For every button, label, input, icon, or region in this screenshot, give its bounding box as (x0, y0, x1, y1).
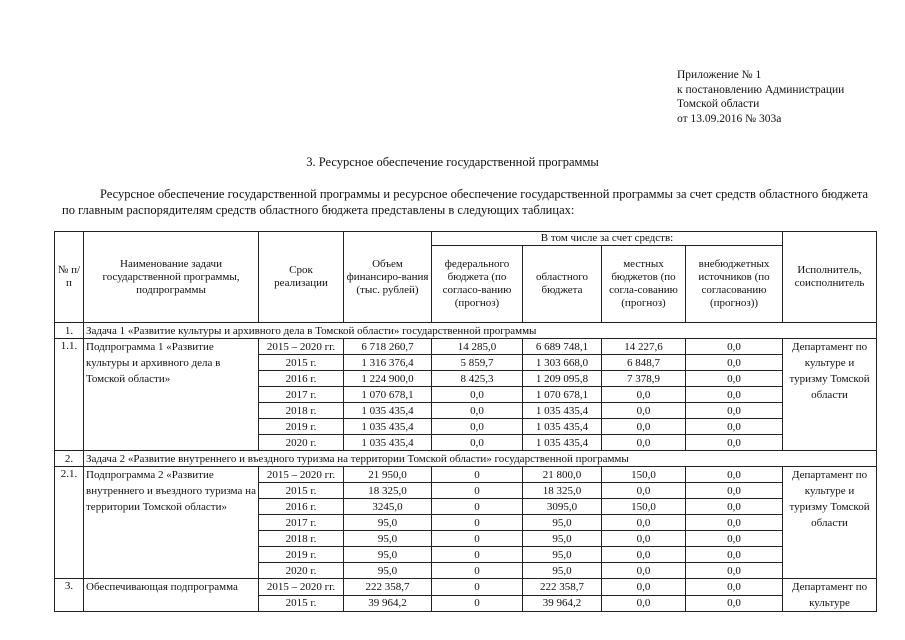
cell-regional: 222 358,7 (523, 579, 602, 596)
cell-period: 2015 г. (259, 355, 344, 371)
cell-local: 0,0 (602, 403, 686, 419)
cell-local: 0,0 (602, 579, 686, 596)
header-executor: Исполнитель, соисполнитель (783, 232, 877, 323)
cell-period: 2015 – 2020 гг. (259, 467, 344, 483)
cell-period: 2015 – 2020 гг. (259, 339, 344, 355)
subprogram-name: Подпрограмма 1 «Развитие культуры и архивного дела в Томской области» (84, 339, 259, 451)
cell-regional: 6 689 748,1 (523, 339, 602, 355)
cell-period: 2016 г. (259, 499, 344, 515)
cell-local: 0,0 (602, 483, 686, 499)
cell-extra: 0,0 (686, 435, 783, 451)
cell-regional: 95,0 (523, 547, 602, 563)
task-title: Задача 2 «Развитие внутреннего и въездного туризма на территории Томской области» государственной программы (84, 451, 877, 467)
cell-period: 2019 г. (259, 547, 344, 563)
cell-extra: 0,0 (686, 355, 783, 371)
task-num: 1. (55, 323, 84, 339)
cell-volume: 1 070 678,1 (344, 387, 432, 403)
cell-regional: 39 964,2 (523, 595, 602, 612)
task-row (55, 323, 877, 339)
cell-period: 2016 г. (259, 371, 344, 387)
cell-extra: 0,0 (686, 515, 783, 531)
cell-extra: 0,0 (686, 419, 783, 435)
cell-federal: 0 (432, 563, 523, 579)
cell-volume: 3245,0 (344, 499, 432, 515)
cell-regional: 1 035 435,4 (523, 419, 602, 435)
cell-period: 2015 – 2020 гг. (259, 579, 344, 596)
cell-extra: 0,0 (686, 579, 783, 596)
cell-federal: 0,0 (432, 403, 523, 419)
cell-volume: 1 035 435,4 (344, 419, 432, 435)
appendix-line: от 13.09.2016 № 303а (677, 112, 782, 125)
executor-cell: Департамент по культуре и туризму Томской области (783, 467, 877, 579)
cell-federal: 0,0 (432, 435, 523, 451)
task-num: 2. (55, 451, 84, 467)
header-row (55, 232, 877, 246)
cell-volume: 95,0 (344, 547, 432, 563)
cell-regional: 1 070 678,1 (523, 387, 602, 403)
cell-regional: 1 035 435,4 (523, 403, 602, 419)
cell-period: 2017 г. (259, 387, 344, 403)
cell-extra: 0,0 (686, 531, 783, 547)
header-name: Наименование задачи государственной программы, подпрограммы (84, 232, 259, 323)
cell-volume: 39 964,2 (344, 595, 432, 612)
cell-extra: 0,0 (686, 371, 783, 387)
cell-federal: 14 285,0 (432, 339, 523, 355)
cell-federal: 0,0 (432, 387, 523, 403)
cell-volume: 1 035 435,4 (344, 435, 432, 451)
cell-volume: 222 358,7 (344, 579, 432, 596)
cell-extra: 0,0 (686, 403, 783, 419)
cell-volume: 95,0 (344, 531, 432, 547)
cell-local: 6 848,7 (602, 355, 686, 371)
cell-volume: 95,0 (344, 563, 432, 579)
cell-extra: 0,0 (686, 595, 783, 612)
cell-extra: 0,0 (686, 387, 783, 403)
cell-volume: 95,0 (344, 515, 432, 531)
cell-local: 0,0 (602, 419, 686, 435)
cell-regional: 1 209 095,8 (523, 371, 602, 387)
cell-local: 150,0 (602, 467, 686, 483)
row-num: 2.1. (55, 467, 84, 579)
cell-regional: 95,0 (523, 563, 602, 579)
cell-federal: 0,0 (432, 419, 523, 435)
section-title: 3. Ресурсное обеспечение государственной программы (306, 155, 599, 169)
cell-local: 0,0 (602, 531, 686, 547)
cell-period: 2019 г. (259, 419, 344, 435)
cell-regional: 95,0 (523, 531, 602, 547)
cell-federal: 0 (432, 531, 523, 547)
cell-period: 2017 г. (259, 515, 344, 531)
subprogram-name: Подпрограмма 2 «Развитие внутреннего и въездного туризма на территории Томской области» (84, 467, 259, 579)
resource-table (54, 231, 877, 612)
cell-volume: 1 316 376,4 (344, 355, 432, 371)
cell-local: 0,0 (602, 387, 686, 403)
cell-volume: 1 035 435,4 (344, 403, 432, 419)
cell-extra: 0,0 (686, 499, 783, 515)
cell-regional: 3095,0 (523, 499, 602, 515)
cell-local: 0,0 (602, 515, 686, 531)
header-num: № п/п (55, 232, 84, 323)
cell-federal: 0 (432, 595, 523, 612)
cell-local: 0,0 (602, 547, 686, 563)
header-volume: Объем финансиро-вания (тыс. рублей) (344, 232, 432, 323)
appendix-line: Приложение № 1 (677, 69, 762, 81)
executor-cell: Департамент по культуре (783, 579, 877, 612)
header-including: В том числе за счет средств: (432, 232, 783, 246)
executor-cell: Департамент по культуре и туризму Томской области (783, 339, 877, 451)
cell-federal: 0 (432, 515, 523, 531)
intro-paragraph: Ресурсное обеспечение государственной программы и ресурсное обеспечение государственной программы за счет средств областного бюджета по главным распорядителям средств областного бюджета представлены в следующих таблицах: (62, 187, 868, 217)
row-num: 1.1. (55, 339, 84, 451)
table-row (55, 467, 877, 483)
cell-extra: 0,0 (686, 547, 783, 563)
appendix-line: Томской области (677, 98, 760, 110)
cell-extra: 0,0 (686, 483, 783, 499)
task-row (55, 451, 877, 467)
cell-volume: 18 325,0 (344, 483, 432, 499)
cell-period: 2018 г. (259, 403, 344, 419)
table-row (55, 339, 877, 355)
table-body (55, 323, 877, 612)
cell-period: 2020 г. (259, 435, 344, 451)
appendix-line: к постановлению Администрации (677, 83, 845, 96)
cell-period: 2018 г. (259, 531, 344, 547)
cell-federal: 8 425,3 (432, 371, 523, 387)
cell-federal: 0 (432, 579, 523, 596)
cell-regional: 95,0 (523, 515, 602, 531)
cell-regional: 1 035 435,4 (523, 435, 602, 451)
cell-regional: 18 325,0 (523, 483, 602, 499)
table-row (55, 579, 877, 596)
cell-period: 2015 г. (259, 483, 344, 499)
cell-extra: 0,0 (686, 563, 783, 579)
header-extra: внебюджетных источников (по согласованию (прогноз)) (686, 246, 783, 323)
header-local: местных бюджетов (по согла-сованию (прогноз) (602, 246, 686, 323)
cell-regional: 1 303 668,0 (523, 355, 602, 371)
cell-extra: 0,0 (686, 467, 783, 483)
cell-regional: 21 800,0 (523, 467, 602, 483)
cell-federal: 0 (432, 467, 523, 483)
task-title: Задача 1 «Развитие культуры и архивного дела в Томской области» государственной программы (84, 323, 877, 339)
cell-local: 0,0 (602, 563, 686, 579)
cell-local: 150,0 (602, 499, 686, 515)
cell-federal: 0 (432, 483, 523, 499)
header-federal: федерального бюджета (по согласо-ванию (прогноз) (432, 246, 523, 323)
cell-federal: 0 (432, 499, 523, 515)
header-regional: областного бюджета (523, 246, 602, 323)
cell-volume: 6 718 260,7 (344, 339, 432, 355)
cell-federal: 0 (432, 547, 523, 563)
subprogram-name: Обеспечивающая подпрограмма (84, 579, 259, 612)
cell-period: 2015 г. (259, 595, 344, 612)
header-period: Срок реализации (259, 232, 344, 323)
cell-local: 0,0 (602, 435, 686, 451)
cell-local: 7 378,9 (602, 371, 686, 387)
row-num: 3. (55, 579, 84, 612)
cell-volume: 1 224 900,0 (344, 371, 432, 387)
appendix-block (677, 68, 844, 126)
cell-local: 14 227,6 (602, 339, 686, 355)
cell-federal: 5 859,7 (432, 355, 523, 371)
cell-period: 2020 г. (259, 563, 344, 579)
cell-extra: 0,0 (686, 339, 783, 355)
cell-volume: 21 950,0 (344, 467, 432, 483)
cell-local: 0,0 (602, 595, 686, 612)
